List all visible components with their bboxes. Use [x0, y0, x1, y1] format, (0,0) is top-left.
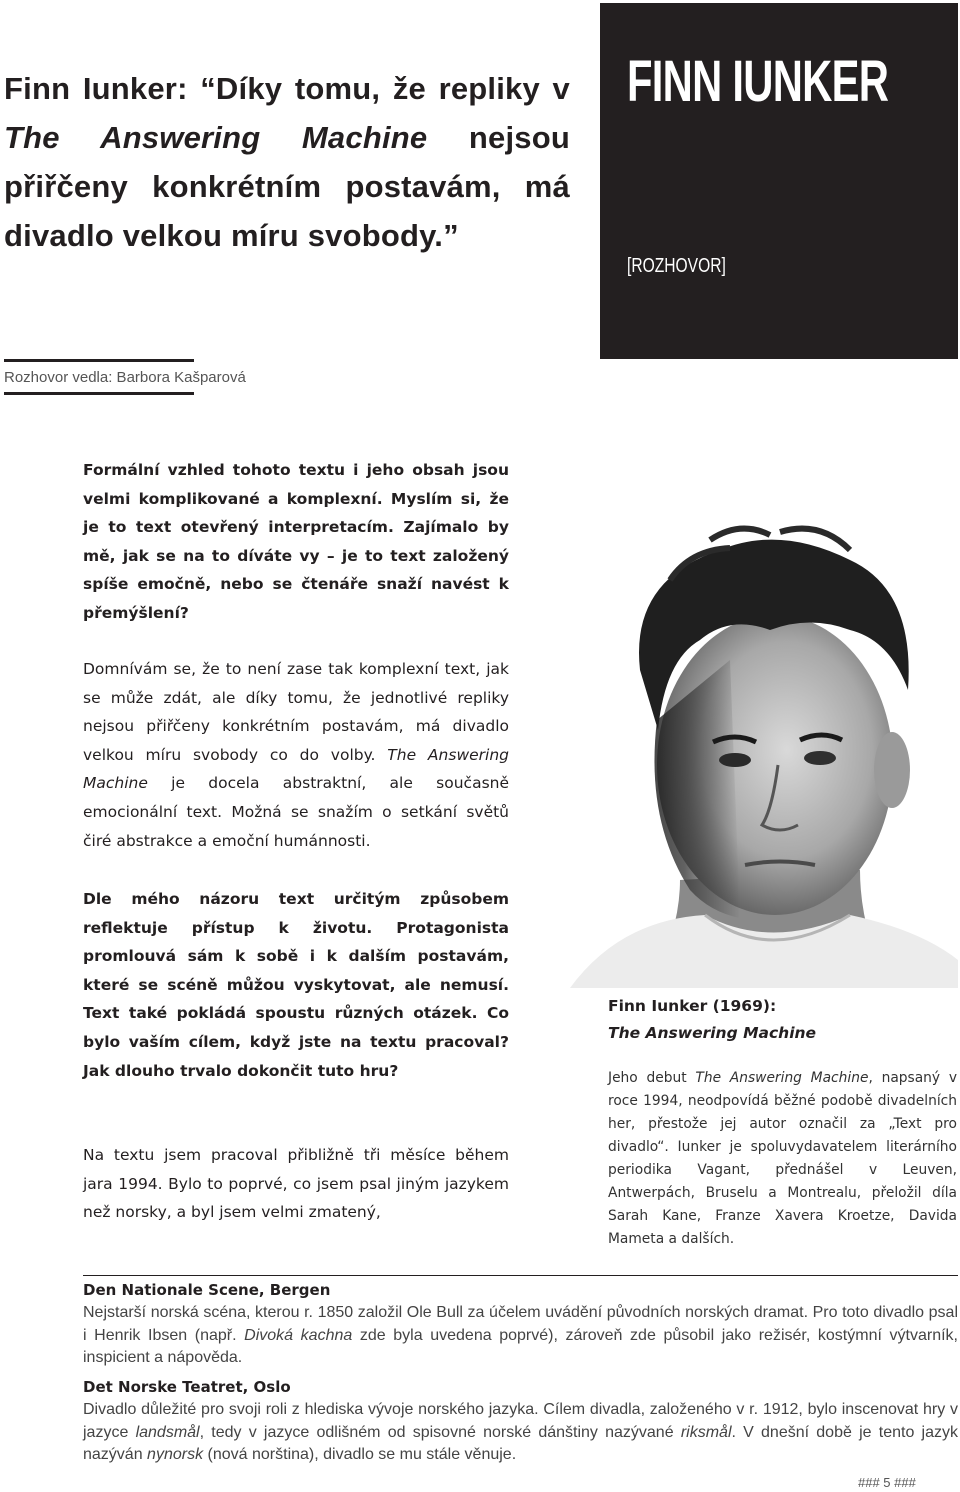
byline: Rozhovor vedla: Barbora Kašparová [4, 369, 246, 386]
bio-play-name: The Answering Machine [695, 1070, 869, 1086]
note-2-term-nynorsk: nynorsk [147, 1446, 204, 1463]
bio-work-title: The Answering Machine [608, 1024, 817, 1042]
bio-text [608, 1067, 957, 1251]
section-label: [ROZHOVOR] [627, 255, 726, 277]
title-play-name: The Answering Machine [4, 120, 428, 155]
question-1: Formální vzhled tohoto textu i jeho obsah jsou velmi komplikované a komplexní. Myslím si, že je to text otevřený interpretacím. Zajímalo by mě, jak se na to díváte vy – je to text založený spíše emočně, nebo se čtenáře snaží navést k přemýšlení? [83, 461, 509, 622]
note-2-text-c: . V dnešní době je tento jazyk nazýván [83, 1423, 959, 1463]
note-1-text-start: Nejstarší norská scéna, kterou r. 1850 založil Ole Bull za účelem uvádění původních norských dramat. Pro toto divadlo psal i Henrik Ibsen (např. [83, 1304, 958, 1344]
bio-author-name: Finn Iunker (1969): [608, 997, 777, 1015]
note-1-play-name: Divoká kachna [244, 1326, 353, 1344]
note-2-text-b: , tedy v jazyce odlišném od spisovné norské dánštiny nazývané [199, 1423, 681, 1441]
note-1-body [83, 1302, 958, 1370]
bio-text-start: Jeho debut [608, 1070, 696, 1086]
page-number: ### 5 ### [858, 1475, 916, 1490]
note-2-body [83, 1399, 958, 1467]
note-2-title: Det Norske Teatret, Oslo [83, 1378, 291, 1396]
article-title [4, 64, 570, 260]
title-text-end: nejsou přiřčeny konkrétním postavám, má divadlo velkou míru svobody.” [4, 120, 570, 253]
note-2-term-riksmal: riksmål [680, 1423, 732, 1441]
title-text-start: Finn Iunker: “Díky tomu, že repliky v [4, 71, 570, 106]
answer-2: Na textu jsem pracoval přibližně tři měsíce během jara 1994. Bylo to poprvé, co jsem psal jiným jazykem než norsky, a byl jsem velmi zmatený, [83, 1146, 509, 1222]
note-2-text-a: Divadlo důležité pro svoji roli z hlediska vývoje norského jazyka. Cílem divadla, založeného v r. 1912, bylo inscenovat hry v jazyce [83, 1401, 958, 1441]
note-2-text-d: (nová norština), divadlo se mu stále věnuje. [203, 1446, 517, 1463]
portrait-illustration [530, 520, 958, 988]
answer-1-text-start: Domnívám se, že to není zase tak komplexní text, jak se může zdát, ale díky tomu, že jednotlivé repliky nejsou přiřčeny konkrétním postavám, má divadlo velkou míru svobody co do volby. [83, 660, 509, 764]
bio-heading [608, 993, 908, 1047]
answer-1 [83, 655, 509, 855]
author-name: FINN IUNKER [627, 49, 889, 114]
note-1-text-end: zde byla uvedena poprvé), zároveň zde působil jako režisér, kostýmní výtvarník, inspicient a nápověda. [83, 1326, 958, 1366]
question-2: Dle mého názoru text určitým způsobem reflektuje přístup k životu. Protagonista promlouvá sám k sobě i k dalším postavám, které se scéně můžou vyskytovat, ale nemusí. Text také pokládá spoustu různých otázek. Co bylo vaším cílem, když jste na textu pracoval? Jak dlouho trvalo dokončit tuto hru? [83, 890, 509, 1080]
notes-divider [83, 1275, 958, 1276]
author-portrait-photo [530, 520, 958, 988]
author-header-box [600, 3, 958, 359]
note-2-term-landsmal: landsmål [135, 1423, 200, 1441]
note-1-title: Den Nationale Scene, Bergen [83, 1281, 331, 1299]
bio-text-end: , napsaný v roce 1994, neodpovídá běžné podobě divadelních her, přestože jej autor označil za „Text pro divadlo“. Iunker je spoluvydavatelem literárního periodika Vagant, přednášel v Leuven, Antwerpách, Bruselu a Montrealu, přeložil díla Sarah Kane, Franze Xavera Kroetze, Davida Mameta a dalších. [608, 1070, 957, 1247]
answer-1-play-name: The Answering Machine [83, 745, 509, 793]
byline-rule-bottom [4, 392, 194, 395]
answer-1-text-end: je docela abstraktní, ale současně emocionální text. Možná se snažím o setkání světů čiré abstrakce a emoční humánnosti. [83, 774, 509, 850]
byline-rule-top [4, 359, 194, 362]
